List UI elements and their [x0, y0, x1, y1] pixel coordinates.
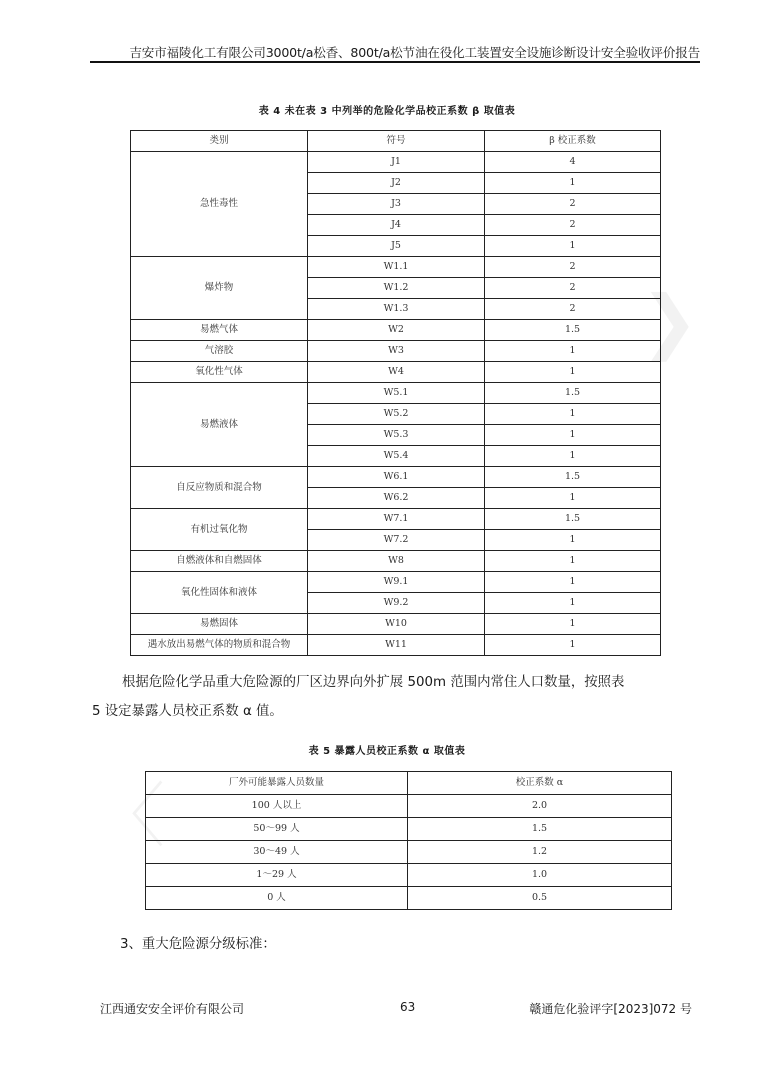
- category-cell: 易燃气体: [131, 320, 308, 341]
- coefficient-cell: 2.0: [408, 795, 672, 818]
- coefficient-cell: 0.5: [408, 887, 672, 910]
- symbol-cell: W7.1: [308, 509, 485, 530]
- symbol-cell: W5.3: [308, 425, 485, 446]
- watermark: 〈: [95, 775, 165, 857]
- population-cell: 0 人: [146, 887, 408, 910]
- table-row: [131, 572, 661, 593]
- category-cell: 急性毒性: [131, 152, 308, 257]
- coefficient-cell: 2: [485, 194, 661, 215]
- coefficient-cell: 2: [485, 299, 661, 320]
- section-heading: 3、重大危险源分级标准：: [120, 937, 276, 952]
- symbol-cell: J1: [308, 152, 485, 173]
- page-number: 63: [400, 1000, 416, 1014]
- symbol-cell: W9.2: [308, 593, 485, 614]
- coefficient-cell: 1: [485, 404, 661, 425]
- coefficient-cell: 1: [485, 446, 661, 467]
- paragraph-line: 5 设定暴露人员校正系数 α 值。: [92, 704, 283, 719]
- symbol-cell: W7.2: [308, 530, 485, 551]
- coefficient-cell: 1: [485, 341, 661, 362]
- symbol-cell: W8: [308, 551, 485, 572]
- category-cell: 氧化性固体和液体: [131, 572, 308, 614]
- watermark: ❯: [640, 280, 699, 362]
- coefficient-cell: 1.5: [485, 509, 661, 530]
- category-cell: 有机过氧化物: [131, 509, 308, 551]
- coefficient-cell: 1: [485, 593, 661, 614]
- body-paragraph: [92, 668, 700, 726]
- table5: [145, 771, 672, 910]
- category-cell: 爆炸物: [131, 257, 308, 320]
- category-cell: 易燃液体: [131, 383, 308, 467]
- coefficient-cell: 1: [485, 614, 661, 635]
- coefficient-cell: 1.5: [408, 818, 672, 841]
- coefficient-cell: 1: [485, 551, 661, 572]
- symbol-cell: W5.1: [308, 383, 485, 404]
- population-cell: 100 人以上: [146, 795, 408, 818]
- table-row: [131, 383, 661, 404]
- symbol-cell: W3: [308, 341, 485, 362]
- report-header: 吉安市福陵化工有限公司3000t/a松香、800t/a松节油在役化工装置安全设施诊断设计安全验收评价报告: [129, 45, 700, 60]
- coefficient-cell: 1.2: [408, 841, 672, 864]
- report-number: 赣通危化验评字[2023]072 号: [529, 1002, 692, 1016]
- footer-company: 江西通安安全评价有限公司: [100, 1002, 245, 1016]
- category-cell: 易燃固体: [131, 614, 308, 635]
- table5-caption: 表 5 暴露人员校正系数 α 取值表: [308, 746, 466, 757]
- column-header: 厂外可能暴露人员数量: [146, 772, 408, 795]
- table4: [130, 130, 661, 656]
- coefficient-cell: 1.5: [485, 383, 661, 404]
- column-header: 符号: [308, 131, 485, 152]
- coefficient-cell: 2: [485, 257, 661, 278]
- coefficient-cell: 1.5: [485, 467, 661, 488]
- table-row: [131, 635, 661, 656]
- table-row: [131, 614, 661, 635]
- table-row: [131, 467, 661, 488]
- symbol-cell: J4: [308, 215, 485, 236]
- coefficient-cell: 1: [485, 572, 661, 593]
- symbol-cell: W5.4: [308, 446, 485, 467]
- coefficient-cell: 1.5: [485, 320, 661, 341]
- coefficient-cell: 2: [485, 215, 661, 236]
- paragraph-line: 根据危险化学品重大危险源的厂区边界向外扩展 500m 范围内常住人口数量，按照表: [122, 675, 625, 690]
- table-row: [131, 257, 661, 278]
- coefficient-cell: 1.0: [408, 864, 672, 887]
- coefficient-cell: 1: [485, 425, 661, 446]
- table-row: [131, 509, 661, 530]
- coefficient-cell: 1: [485, 530, 661, 551]
- symbol-cell: W6.1: [308, 467, 485, 488]
- symbol-cell: W2: [308, 320, 485, 341]
- category-cell: 遇水放出易燃气体的物质和混合物: [131, 635, 308, 656]
- symbol-cell: W9.1: [308, 572, 485, 593]
- table-row: [131, 320, 661, 341]
- table-row: [131, 551, 661, 572]
- population-cell: 30～49 人: [146, 841, 408, 864]
- table-row: [146, 795, 672, 818]
- category-cell: 自燃液体和自燃固体: [131, 551, 308, 572]
- coefficient-cell: 1: [485, 173, 661, 194]
- category-cell: 氧化性气体: [131, 362, 308, 383]
- coefficient-cell: 4: [485, 152, 661, 173]
- symbol-cell: W1.2: [308, 278, 485, 299]
- category-cell: 自反应物质和混合物: [131, 467, 308, 509]
- table-row: [146, 887, 672, 910]
- symbol-cell: W4: [308, 362, 485, 383]
- column-header: β 校正系数: [485, 131, 661, 152]
- symbol-cell: J5: [308, 236, 485, 257]
- population-cell: 50～99 人: [146, 818, 408, 841]
- table-header-row: [146, 772, 672, 795]
- symbol-cell: J3: [308, 194, 485, 215]
- column-header: 类别: [131, 131, 308, 152]
- table-row: [131, 341, 661, 362]
- coefficient-cell: 1: [485, 362, 661, 383]
- coefficient-cell: 2: [485, 278, 661, 299]
- header-rule: [90, 61, 700, 63]
- table-header-row: [131, 131, 661, 152]
- coefficient-cell: 1: [485, 488, 661, 509]
- symbol-cell: W1.3: [308, 299, 485, 320]
- symbol-cell: W10: [308, 614, 485, 635]
- table-row: [146, 841, 672, 864]
- symbol-cell: W1.1: [308, 257, 485, 278]
- column-header: 校正系数 α: [408, 772, 672, 795]
- table-row: [131, 152, 661, 173]
- category-cell: 气溶胶: [131, 341, 308, 362]
- symbol-cell: J2: [308, 173, 485, 194]
- symbol-cell: W5.2: [308, 404, 485, 425]
- symbol-cell: W11: [308, 635, 485, 656]
- coefficient-cell: 1: [485, 635, 661, 656]
- table-row: [146, 864, 672, 887]
- symbol-cell: W6.2: [308, 488, 485, 509]
- table4-caption: 表 4 未在表 3 中列举的危险化学品校正系数 β 取值表: [258, 106, 516, 117]
- table-row: [146, 818, 672, 841]
- coefficient-cell: 1: [485, 236, 661, 257]
- population-cell: 1～29 人: [146, 864, 408, 887]
- table-row: [131, 362, 661, 383]
